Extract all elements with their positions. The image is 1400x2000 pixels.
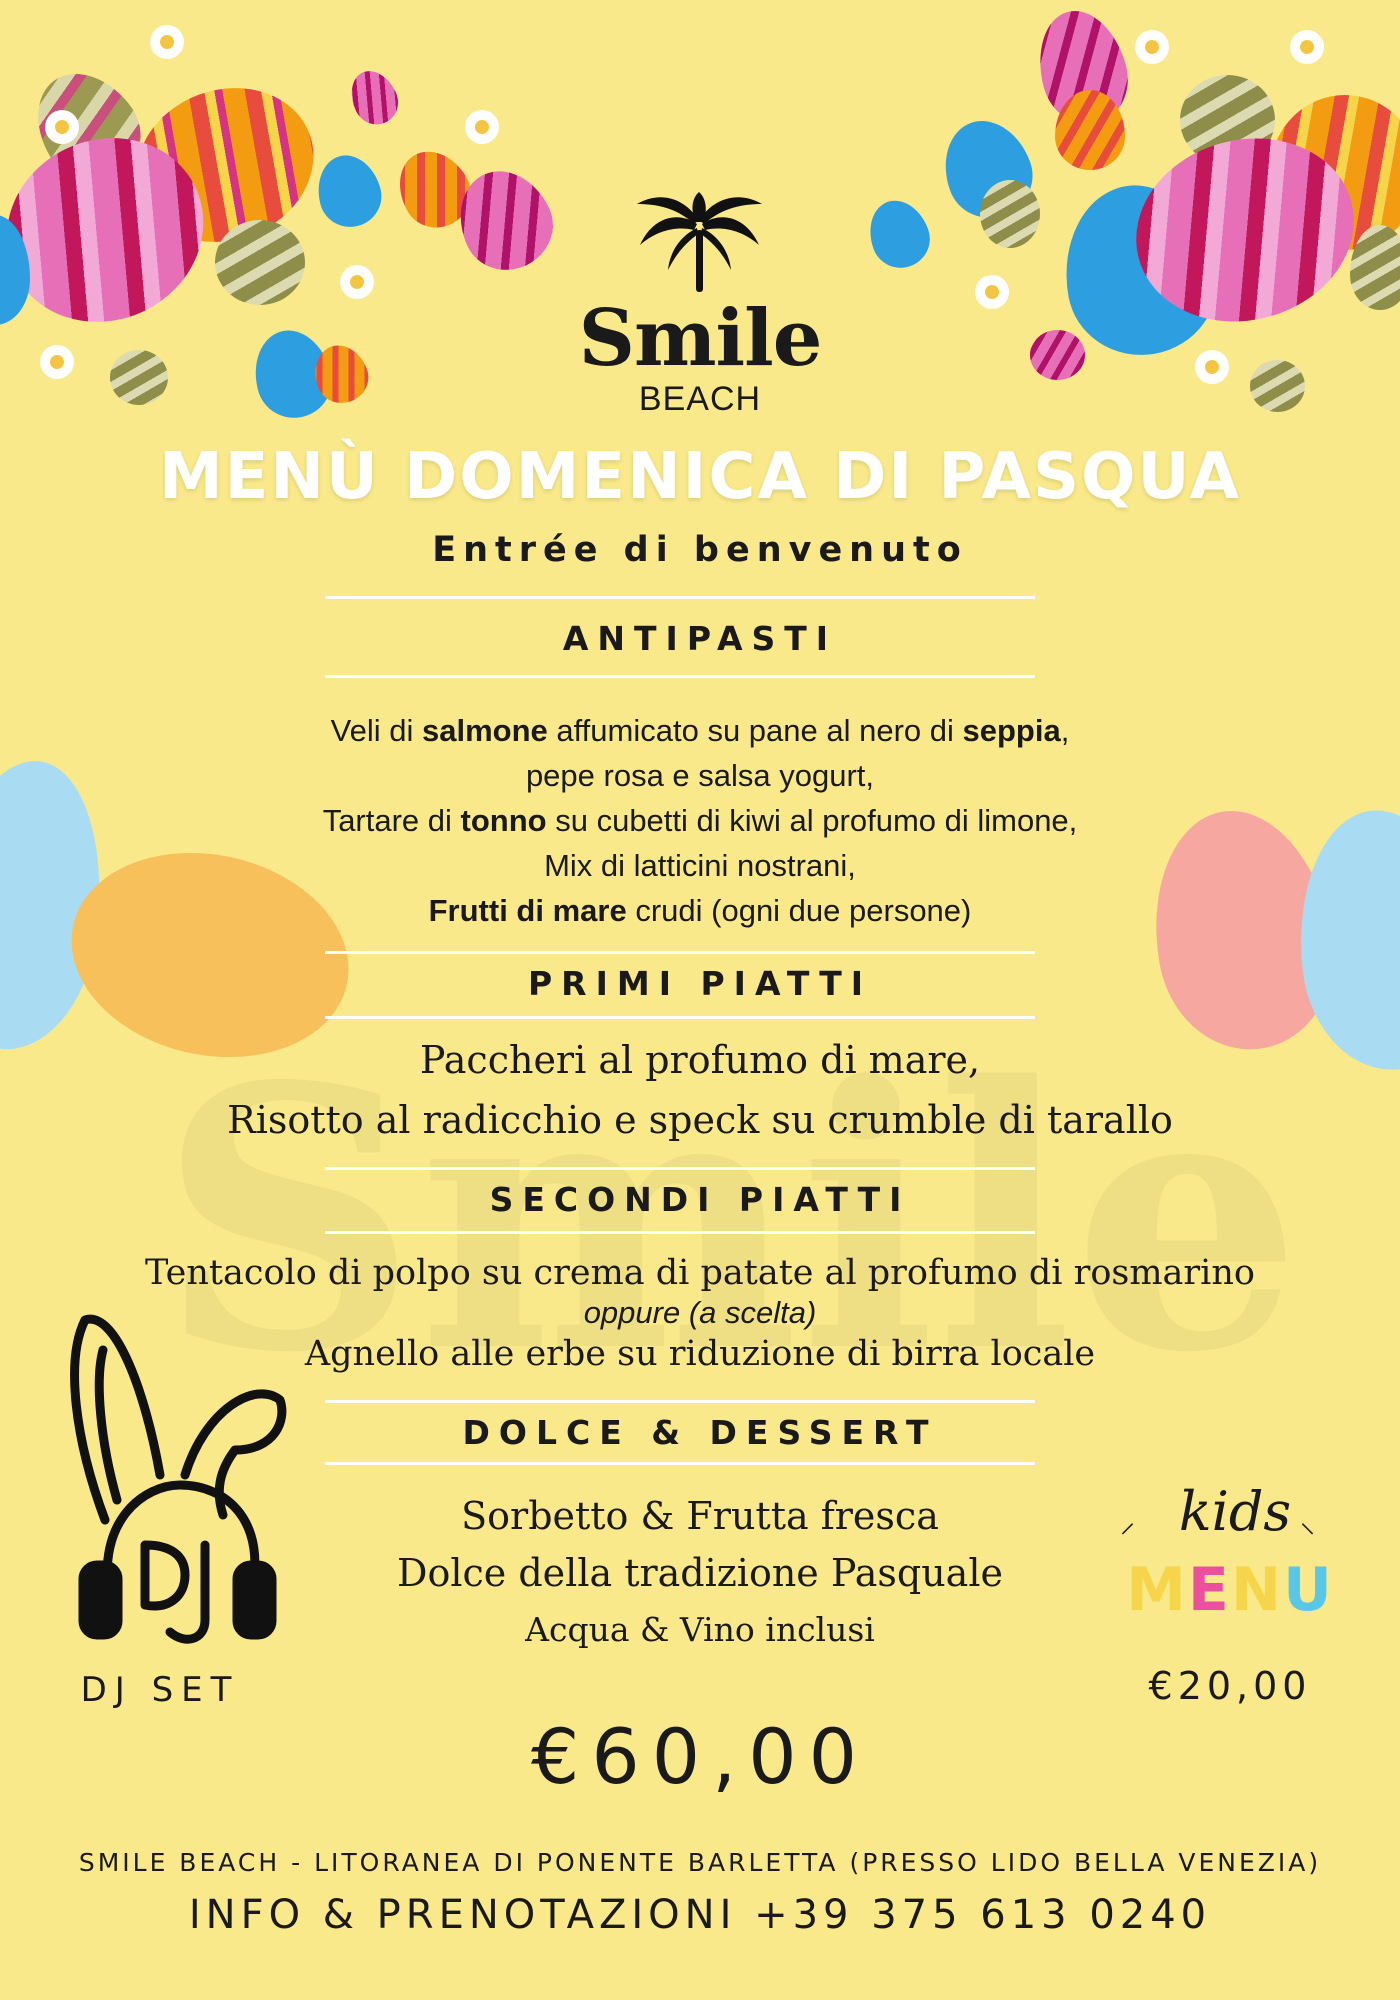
- primi-line-1: Paccheri al profumo di mare,: [419, 1038, 981, 1082]
- footer-contact: INFO & PRENOTAZIONI +39 375 613 0240: [188, 1892, 1212, 1938]
- dish-text: Veli di: [330, 713, 422, 748]
- daisy-flower: [45, 110, 79, 144]
- divider: [325, 1400, 1035, 1403]
- secondi-line-2: Agnello alle erbe su riduzione di birra locale: [304, 1334, 1096, 1374]
- footer-address: SMILE BEACH - LITORANEA DI PONENTE BARLETTA (PRESSO LIDO BELLA VENEZIA): [78, 1848, 1322, 1877]
- primi-line-2: Risotto al radicchio e speck su crumble di tarallo: [227, 1098, 1173, 1142]
- daisy-flower: [1290, 30, 1324, 64]
- kids-menu-script: kids: [1178, 1480, 1292, 1543]
- dish-text: ,: [1060, 713, 1070, 748]
- dj-bunny-headphones-icon: [55, 1300, 295, 1660]
- section-heading-antipasti: ANTIPASTI: [562, 619, 838, 658]
- page-title: MENÙ DOMENICA DI PASQUA: [158, 440, 1242, 514]
- antipasti-line: [0, 798, 1400, 843]
- dish-text: pepe rosa e salsa yogurt,: [525, 758, 875, 793]
- divider: [325, 1016, 1035, 1019]
- kids-menu-letter: U: [1283, 1555, 1334, 1625]
- kids-menu-letter: N: [1230, 1555, 1284, 1625]
- divider: [325, 675, 1035, 678]
- kids-menu-title: [1110, 1555, 1350, 1625]
- section-heading-primi: PRIMI PIATTI: [528, 964, 872, 1003]
- easter-egg-pink-tiny: [342, 63, 405, 131]
- easter-egg-blue: [310, 148, 389, 234]
- highlighted-ingredient: Frutti di mare: [428, 893, 627, 928]
- secondi-or: oppure (a scelta): [583, 1295, 817, 1330]
- daisy-flower: [340, 265, 374, 299]
- divider: [325, 1462, 1035, 1465]
- daisy-flower: [1135, 30, 1169, 64]
- antipasti-list: [0, 708, 1400, 933]
- easter-egg-olive-mid-right: [980, 180, 1040, 248]
- kids-menu-letter: M: [1126, 1555, 1188, 1625]
- divider: [325, 951, 1035, 954]
- dish-text: su cubetti di kiwi al profumo di limone,: [546, 803, 1078, 838]
- secondi-line-1: Tentacolo di polpo su crema di patate al profumo di rosmarino: [145, 1253, 1255, 1293]
- welcome-heading: Entrée di benvenuto: [432, 530, 968, 570]
- divider: [325, 1231, 1035, 1234]
- easter-egg-olive-small: [215, 220, 305, 305]
- antipasti-line: [0, 843, 1400, 888]
- dish-text: Tartare di: [322, 803, 461, 838]
- kids-menu-letter: E: [1187, 1555, 1231, 1625]
- highlighted-ingredient: tonno: [460, 803, 547, 838]
- brand-subtitle: BEACH: [638, 380, 762, 418]
- divider: [325, 1167, 1035, 1170]
- section-heading-secondi: SECONDI PIATTI: [489, 1180, 911, 1219]
- section-heading-dolce: DOLCE & DESSERT: [462, 1413, 938, 1452]
- menu-price: €60,00: [531, 1712, 869, 1801]
- palm-tree-logo-icon: [632, 190, 767, 300]
- dolce-line-3: Acqua & Vino inclusi: [525, 1610, 875, 1649]
- dolce-line-2: Dolce della tradizione Pasquale: [397, 1551, 1003, 1595]
- highlighted-ingredient: salmone: [421, 713, 548, 748]
- dish-text: affumicato su pane al nero di: [547, 713, 963, 748]
- dolce-line-1: Sorbetto & Frutta fresca: [461, 1494, 939, 1538]
- antipasti-line: [0, 753, 1400, 798]
- antipasti-line: [0, 888, 1400, 933]
- kids-menu-price: €20,00: [1148, 1664, 1312, 1708]
- kids-sparkle-left-icon: ⸝: [1120, 1505, 1135, 1540]
- dish-text: crudi (ogni due persone): [626, 893, 972, 928]
- easter-egg-blue-small-right: [860, 192, 938, 276]
- kids-sparkle-right-icon: ⸜: [1300, 1505, 1315, 1540]
- dish-text: Mix di latticini nostrani,: [544, 848, 856, 883]
- antipasti-line: [0, 708, 1400, 753]
- brand-name: Smile: [578, 293, 822, 384]
- dj-set-label: DJ SET: [80, 1670, 240, 1710]
- daisy-flower: [465, 110, 499, 144]
- highlighted-ingredient: seppia: [962, 713, 1061, 748]
- divider: [325, 596, 1035, 599]
- daisy-flower: [150, 25, 184, 59]
